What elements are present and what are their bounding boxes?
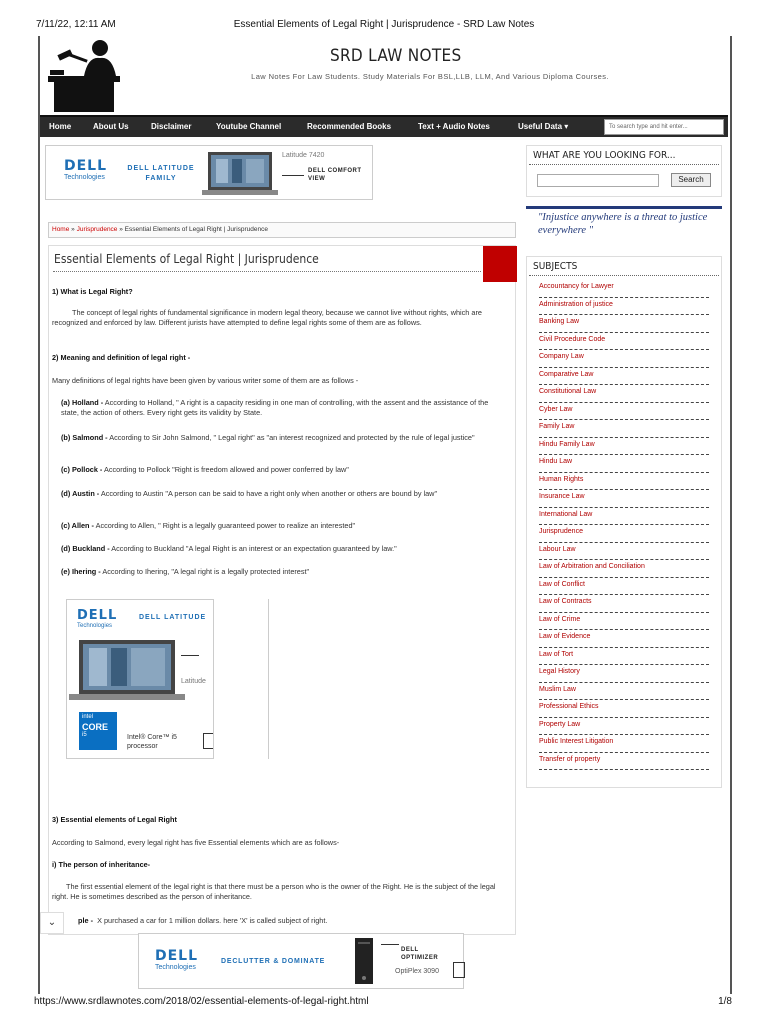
subject-link[interactable]: Legal History [539,665,709,683]
nav-useful-data[interactable]: Useful Data ▾ [518,122,569,131]
ad-mid-model: Latitude [181,678,206,685]
ad-bottom-headline: DECLUTTER & DOMINATE [221,958,326,965]
desktop-tower-icon [353,938,375,986]
print-page-number: 1/8 [718,996,732,1007]
breadcrumb [48,222,516,238]
subject-link[interactable]: Civil Procedure Code [539,333,709,351]
print-footer [0,996,768,1024]
breadcrumb-sep: » [71,226,75,233]
laptop-icon [202,150,278,198]
subject-link[interactable]: Constitutional Law [539,385,709,403]
print-url: https://www.srdlawnotes.com/2018/02/essential-elements-of-legal-right.html [34,996,369,1007]
subject-link[interactable]: Cyber Law [539,403,709,421]
ad-banner-bottom[interactable] [138,933,464,989]
paragraph-essential-intro: According to Salmond, every legal right has five Essential elements which are as follows- [52,838,340,847]
definition-buckland: (d) Buckland - According to Buckland "A legal Right is an interest or an expectation guaranteed by law." [61,544,397,553]
paragraph-person-of-inheritance: The first essential element of the legal right is that there must be a person who is the owner of the Right. He is the subject of the legal right. He is sometimes described as the person of inheritance. [52,882,496,901]
breadcrumb-home[interactable]: Home [52,226,70,233]
breadcrumb-current: Essential Elements of Legal Right | Jurisprudence [124,226,268,233]
subject-link[interactable]: Company Law [539,350,709,368]
definition-pollock: (c) Pollock - According to Pollock "Right is freedom allowed and power conferred by law" [61,465,349,474]
print-page-title: Essential Elements of Legal Right | Jurisprudence - SRD Law Notes [233,19,535,30]
post-box [48,245,516,935]
subject-link[interactable]: Banking Law [539,315,709,333]
ad-bottom-cta-box[interactable] [453,962,465,978]
post-title: Essential Elements of Legal Right | Jurisprudence [54,252,319,266]
subject-link[interactable]: Hindu Law [539,455,709,473]
subject-link[interactable]: Family Law [539,420,709,438]
paragraph-definitions-intro: Many definitions of legal rights have been given by various writer some of them are as follows - [52,376,359,385]
definition-ihering: (e) Ihering - According to Ihering, "A legal right is a legally protected interest" [61,567,310,576]
definition-holland: (a) Holland - According to Holland, " A right is a capacity residing in one man of controlling, with the assent and the assistance of the state, the action of others. Every right gets its validity by State. [61,398,489,417]
ad-banner-top[interactable] [45,145,373,200]
site-title[interactable]: SRD LAW NOTES [330,46,462,66]
judge-logo-icon[interactable] [44,38,134,112]
nav-text-audio-notes[interactable]: Text + Audio Notes [418,122,490,131]
subject-link[interactable]: Law of Conflict [539,578,709,596]
site-tagline: Law Notes For Law Students. Study Materials For BSL,LLB, LLM, And Various Diploma Courses. [251,72,609,81]
subject-link[interactable]: Law of Tort [539,648,709,666]
subject-link[interactable]: Professional Ethics [539,700,709,718]
subjects-list [527,276,721,776]
ad-top-model: Latitude 7420 [282,152,325,159]
breadcrumb-category[interactable]: Jurisprudence [76,226,118,233]
nav-home[interactable]: Home [49,122,72,131]
subject-link[interactable]: Labour Law [539,543,709,561]
title-divider [53,271,481,272]
subject-link[interactable]: Insurance Law [539,490,709,508]
ad-top-tag: DELL COMFORT VIEW [308,168,362,182]
definition-allen: (c) Allen - According to Allen, " Right is a legally guaranteed power to realize an interested" [61,521,356,530]
nav-youtube-channel[interactable]: Youtube Channel [216,122,282,131]
subject-link[interactable]: Transfer of property [539,753,709,771]
heading-person-of-inheritance: i) The person of inheritance- [52,860,151,869]
subject-link[interactable]: Human Rights [539,473,709,491]
subject-link[interactable]: Law of Evidence [539,630,709,648]
dell-logo: DELL Technologies [77,608,118,629]
subject-link[interactable]: Comparative Law [539,368,709,386]
chevron-down-icon[interactable]: ⌄ [40,912,64,934]
quote-box: "Injustice anywhere is a threat to justice everywhere " [526,206,722,250]
search-button[interactable]: Search [671,173,711,187]
site-header [40,36,730,114]
ad-mid-chip-text: Intel® Core™ i5 processor [127,734,177,750]
ad-bottom-tag: DELL OPTIMIZER [401,947,439,961]
post-red-badge [483,246,517,282]
ad-mid-divider [181,655,199,656]
search-widget [526,145,722,197]
subject-link[interactable]: Accountancy for Lawyer [539,280,709,298]
breadcrumb-sep: » [119,226,123,233]
ad-bottom-divider [381,944,399,945]
subject-link[interactable]: Property Law [539,718,709,736]
nav-search-input[interactable]: To search type and hit enter... [604,119,724,135]
subject-link[interactable]: Jurisprudence [539,525,709,543]
subject-link[interactable]: Law of Contracts [539,595,709,613]
subject-link[interactable]: International Law [539,508,709,526]
subjects-widget-title: SUBJECTS [529,257,719,276]
paragraph-example: ple - X purchased a car for 1 million dollars. here 'X' is called subject of right. [78,916,328,925]
intel-chip-badge: intel CORE i5 [79,712,117,750]
subject-link[interactable]: Muslim Law [539,683,709,701]
subject-link[interactable]: Hindu Family Law [539,438,709,456]
ad-divider-line [268,599,269,759]
definition-salmond: (b) Salmond - According to Sir John Salmond, " Legal right" as "an interest recognized and protected by the rule of legal justice" [61,433,475,442]
subjects-widget [526,256,722,788]
definition-austin: (d) Austin - According to Austin "A person can be said to have a right only when another or others are bound by law" [61,489,438,498]
paragraph-intro: The concept of legal rights of fundamental significance in modern legal theory, because we cannot live without rights, which are recognized and enforced by law. Different jurists have attempted to define legal rights some of them are as follows. [52,308,482,327]
subject-link[interactable]: Public Interest Litigation [539,735,709,753]
nav-recommended-books[interactable]: Recommended Books [307,122,392,131]
search-widget-title: WHAT ARE YOU LOOKING FOR... [529,146,719,165]
ad-bottom-model: OptiPlex 3090 [395,968,439,975]
print-timestamp: 7/11/22, 12:11 AM [36,19,116,30]
ad-top-divider [282,175,304,176]
dell-logo: DELL Technologies [64,158,108,181]
laptop-icon [69,638,185,702]
heading-what-is-legal-right: 1) What is Legal Right? [52,287,133,296]
ad-banner-middle[interactable] [66,599,214,759]
nav-about-us[interactable]: About Us [93,122,129,131]
heading-essential-elements: 3) Essential elements of Legal Right [52,815,177,824]
ad-mid-cta-box[interactable] [203,733,214,749]
print-header [0,0,768,36]
ad-top-headline: DELL LATITUDE FAMILY [127,165,195,182]
heading-meaning-definition: 2) Meaning and definition of legal right - [52,353,191,362]
ad-mid-headline: DELL LATITUDE [139,614,207,621]
subject-link[interactable]: Law of Crime [539,613,709,631]
nav-disclaimer[interactable]: Disclaimer [151,122,192,131]
subject-link[interactable]: Law of Arbitration and Conciliation [539,560,709,578]
dell-logo: DELL Technologies [155,948,199,971]
sidebar-search-input[interactable] [537,174,659,187]
main-navbar [40,115,728,137]
subject-link[interactable]: Administration of justice [539,298,709,316]
